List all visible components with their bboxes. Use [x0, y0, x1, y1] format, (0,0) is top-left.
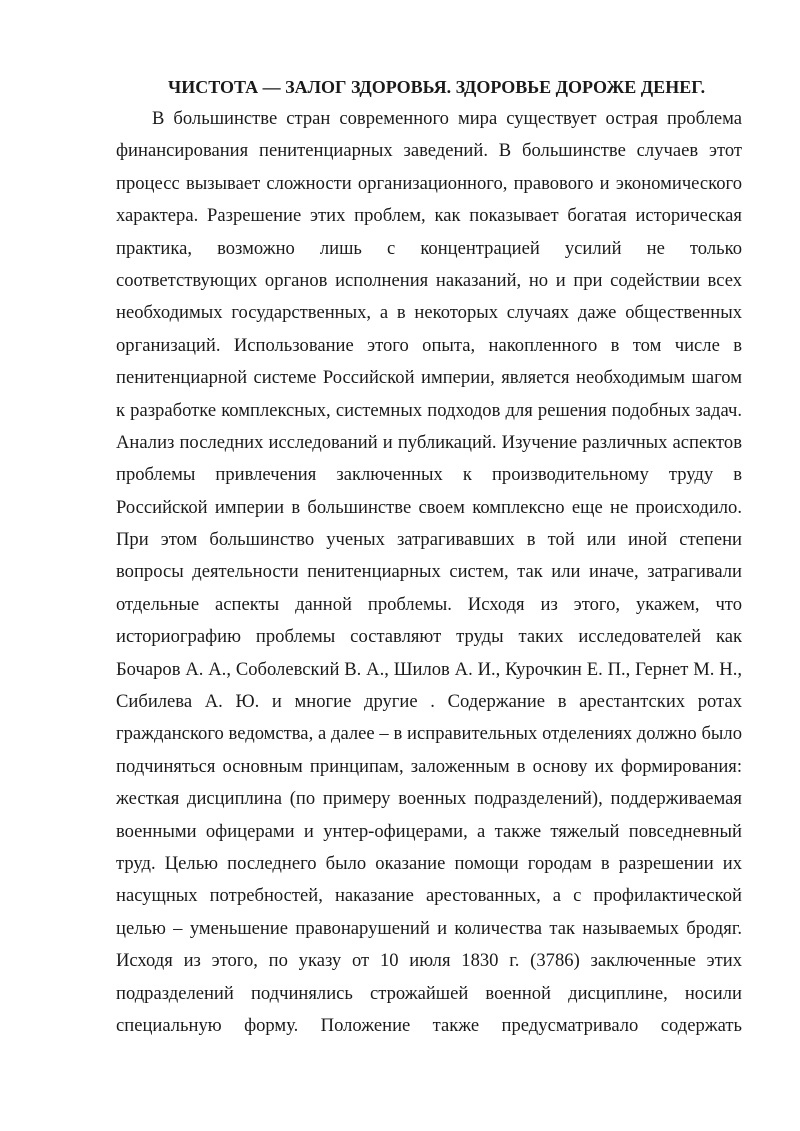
text-line: военными офицерами и унтер-офицерами, а также тяжелый повседневный — [116, 820, 742, 842]
text-line: к разработке комплексных, системных подходов для решения подобных задач. — [116, 399, 742, 421]
text-line: финансирования пенитенциарных заведений. В большинстве случаев этот — [116, 140, 742, 162]
text-line: процесс вызывает сложности организационного, правового и экономического — [116, 172, 742, 194]
text-line: подразделений подчинялись строжайшей военной дисциплине, носили — [116, 982, 742, 1004]
text-line: Анализ последних исследований и публикаций. Изучение различных аспектов — [116, 431, 742, 453]
text-line: насущных потребностей, наказание арестованных, а с профилактической — [116, 885, 742, 907]
text-line: отдельные аспекты данной проблемы. Исходя из этого, укажем, что — [116, 593, 742, 615]
text-line: целью – уменьшение правонарушений и количества так называемых бродяг. — [116, 917, 742, 939]
text-line: При этом большинство ученых затрагивавших в той или иной степени — [116, 529, 742, 551]
text-line: вопросы деятельности пенитенциарных систем, так или иначе, затрагивали — [116, 561, 742, 583]
document-body — [116, 103, 742, 1042]
text-line: Исходя из этого, по указу от 10 июля 1830 г. (3786) заключенные этих — [116, 950, 742, 972]
text-line: организаций. Использование этого опыта, накопленного в том числе в — [116, 334, 742, 356]
text-line: пенитенциарной системе Российской империи, является необходимым шагом — [116, 367, 742, 389]
text-line: Сибилева А. Ю. и многие другие . Содержание в арестантских ротах — [116, 691, 742, 713]
text-line: необходимых государственных, а в некоторых случаях даже общественных — [116, 302, 742, 324]
text-line: историографию проблемы составляют труды таких исследователей как — [116, 626, 742, 648]
text-line: В большинстве стран современного мира существует острая проблема — [152, 108, 742, 129]
document-title: ЧИСТОТА — ЗАЛОГ ЗДОРОВЬЯ. ЗДОРОВЬЕ ДОРОЖЕ ДЕНЕГ. — [168, 77, 706, 97]
text-line: практика, возможно лишь с концентрацией усилий не только — [116, 237, 742, 259]
text-line: подчиняться основным принципам, заложенным в основу их формирования: — [116, 755, 742, 777]
text-line: Бочаров А. А., Соболевский В. А., Шилов А. И., Курочкин Е. П., Гернет М. Н., — [116, 658, 742, 680]
text-line: жесткая дисциплина (по примеру военных подразделений), поддерживаемая — [116, 788, 742, 810]
text-line: характера. Разрешение этих проблем, как показывает богатая историческая — [116, 205, 742, 227]
text-line: труд. Целью последнего было оказание помощи городам в разрешении их — [116, 852, 742, 874]
text-line: гражданского ведомства, а далее – в исправительных отделениях должно было — [116, 723, 742, 745]
text-line: специальную форму. Положение также предусматривало содержать — [116, 1014, 742, 1036]
text-line: проблемы привлечения заключенных к производительному труду в — [116, 464, 742, 486]
text-line: соответствующих органов исполнения наказаний, но и при содействии всех — [116, 269, 742, 291]
text-line: Российской империи в большинстве своем комплексно еще не происходило. — [116, 496, 742, 518]
